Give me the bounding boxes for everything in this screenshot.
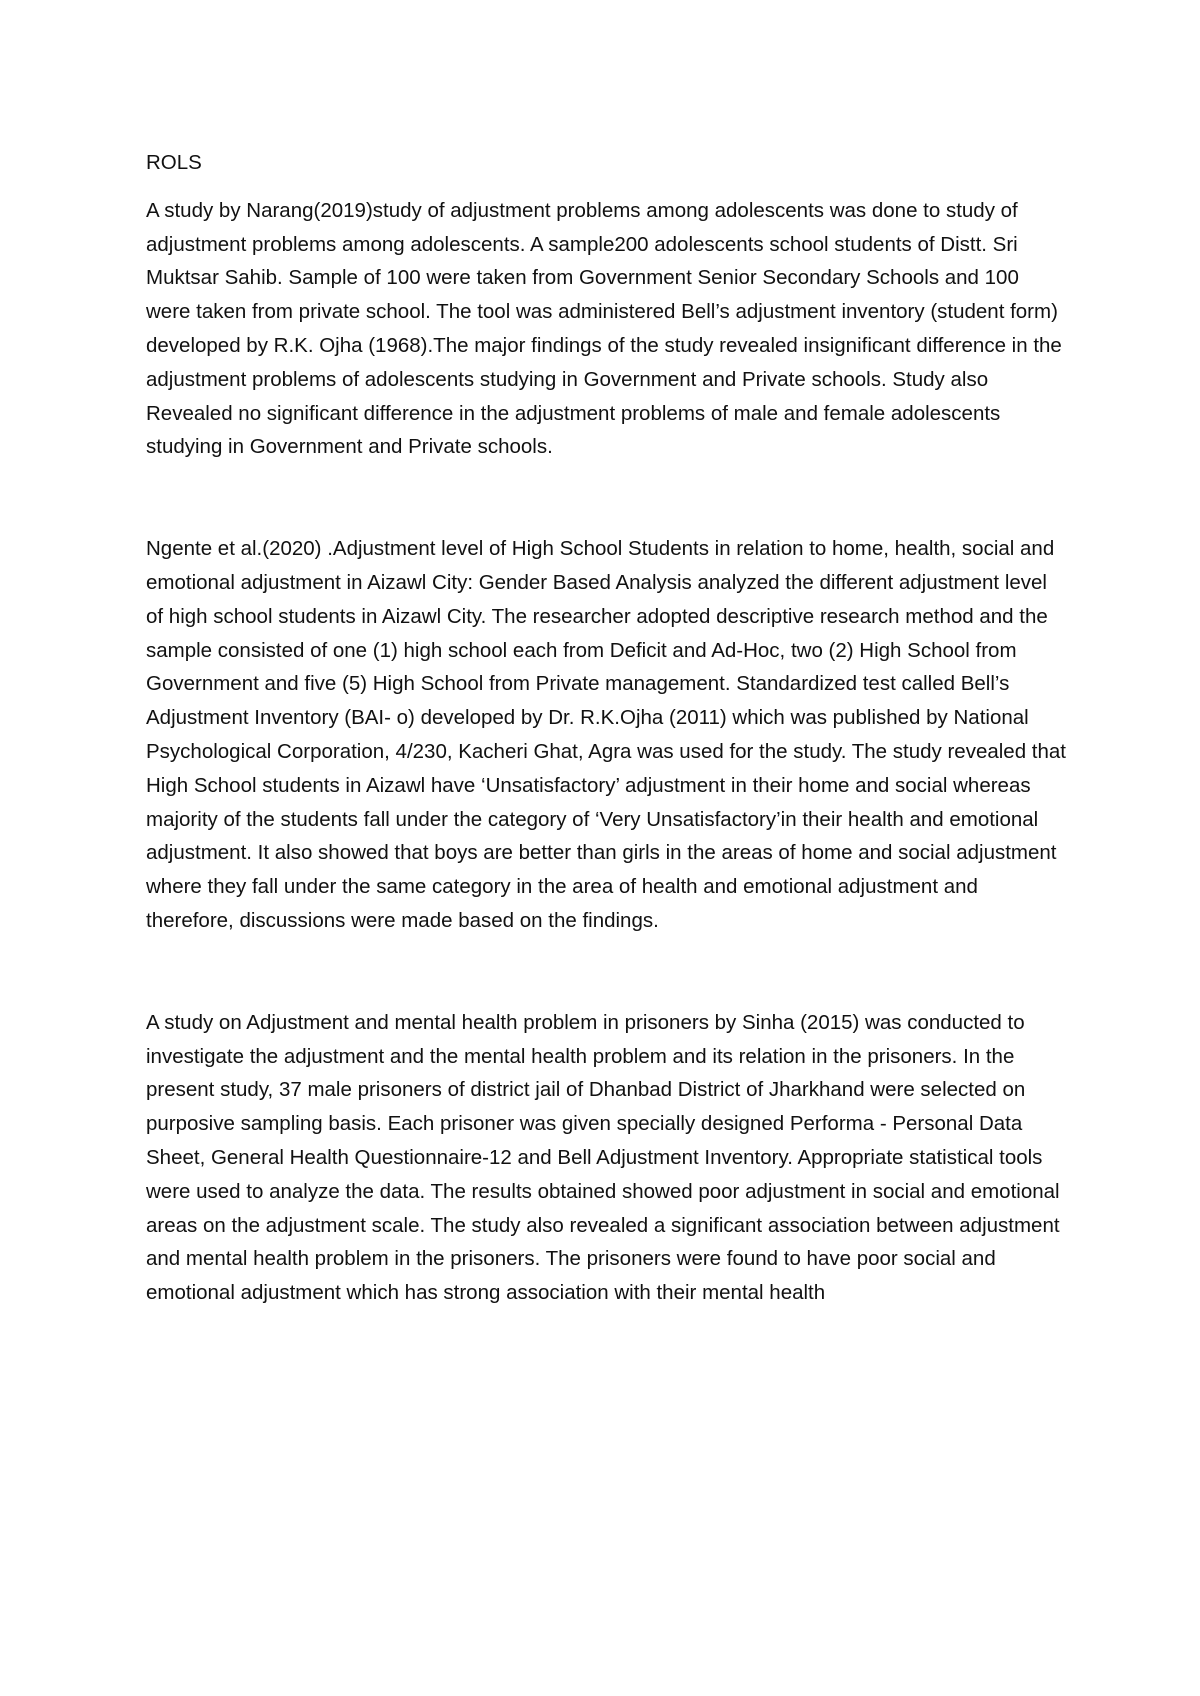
paragraph-spacer [146, 464, 1066, 532]
paragraph-spacer [146, 938, 1066, 1006]
document-heading: ROLS [146, 151, 202, 174]
paragraph-sinha-study: A study on Adjustment and mental health problem in prisoners by Sinha (2015) was conducted to investigate the adjustment and the mental health problem and its relation in the prisoners. In the present study, 37 male prisoners of district jail of Dhanbad District of Jharkhand were selected on purposive sampling basis. Each prisoner was given specially designed Performa - Personal Data Sheet, General Health Questionnaire-12 and Bell Adjustment Inventory. Appropriate statistical tools were used to analyze the data. The results obtained showed poor adjustment in social and emotional areas on the adjustment scale. The study also revealed a significant association between adjustment and mental health problem in the prisoners. The prisoners were found to have poor social and emotional adjustment which has strong association with their mental health [146, 1010, 1060, 1305]
paragraph-ngente-study: Ngente et al.(2020) .Adjustment level of High School Students in relation to home, health, social and emotional adjustment in Aizawl City: Gender Based Analysis analyzed the different adjustment level of high school students in Aizawl City. The researcher adopted descriptive research method and the sample consisted of one (1) high school each from Deficit and Ad-Hoc, two (2) High School from Government and five (5) High School from Private management. Standardized test called Bell’s Adjustment Inventory (BAI- o) developed by Dr. R.K.Ojha (2011) which was published by National Psychological Corporation, 4/230, Kacheri Ghat, Agra was used for the study. The study revealed that High School students in Aizawl have ‘Unsatisfactory’ adjustment in their home and social whereas majority of the students fall under the category of ‘Very Unsatisfactory’in their health and emotional adjustment. It also showed that boys are better than girls in the areas of home and social adjustment where they fall under the same category in the area of health and emotional adjustment and therefore, discussions were made based on the findings. [146, 537, 1066, 932]
paragraph-narang-study: A study by Narang(2019)study of adjustment problems among adolescents was done to study of adjustment problems among adolescents. A sample200 adolescents school students of Distt. Sri Muktsar Sahib. Sample of 100 were taken from Government Senior Secondary Schools and 100 were taken from private school. The tool was administered Bell’s adjustment inventory (student form) developed by R.K. Ojha (1968).The major findings of the study revealed insignificant difference in the adjustment problems of adolescents studying in Government and Private schools. Study also Revealed no significant difference in the adjustment problems of male and female adolescents studying in Government and Private schools. [146, 198, 1062, 459]
document-body [146, 146, 1066, 1310]
